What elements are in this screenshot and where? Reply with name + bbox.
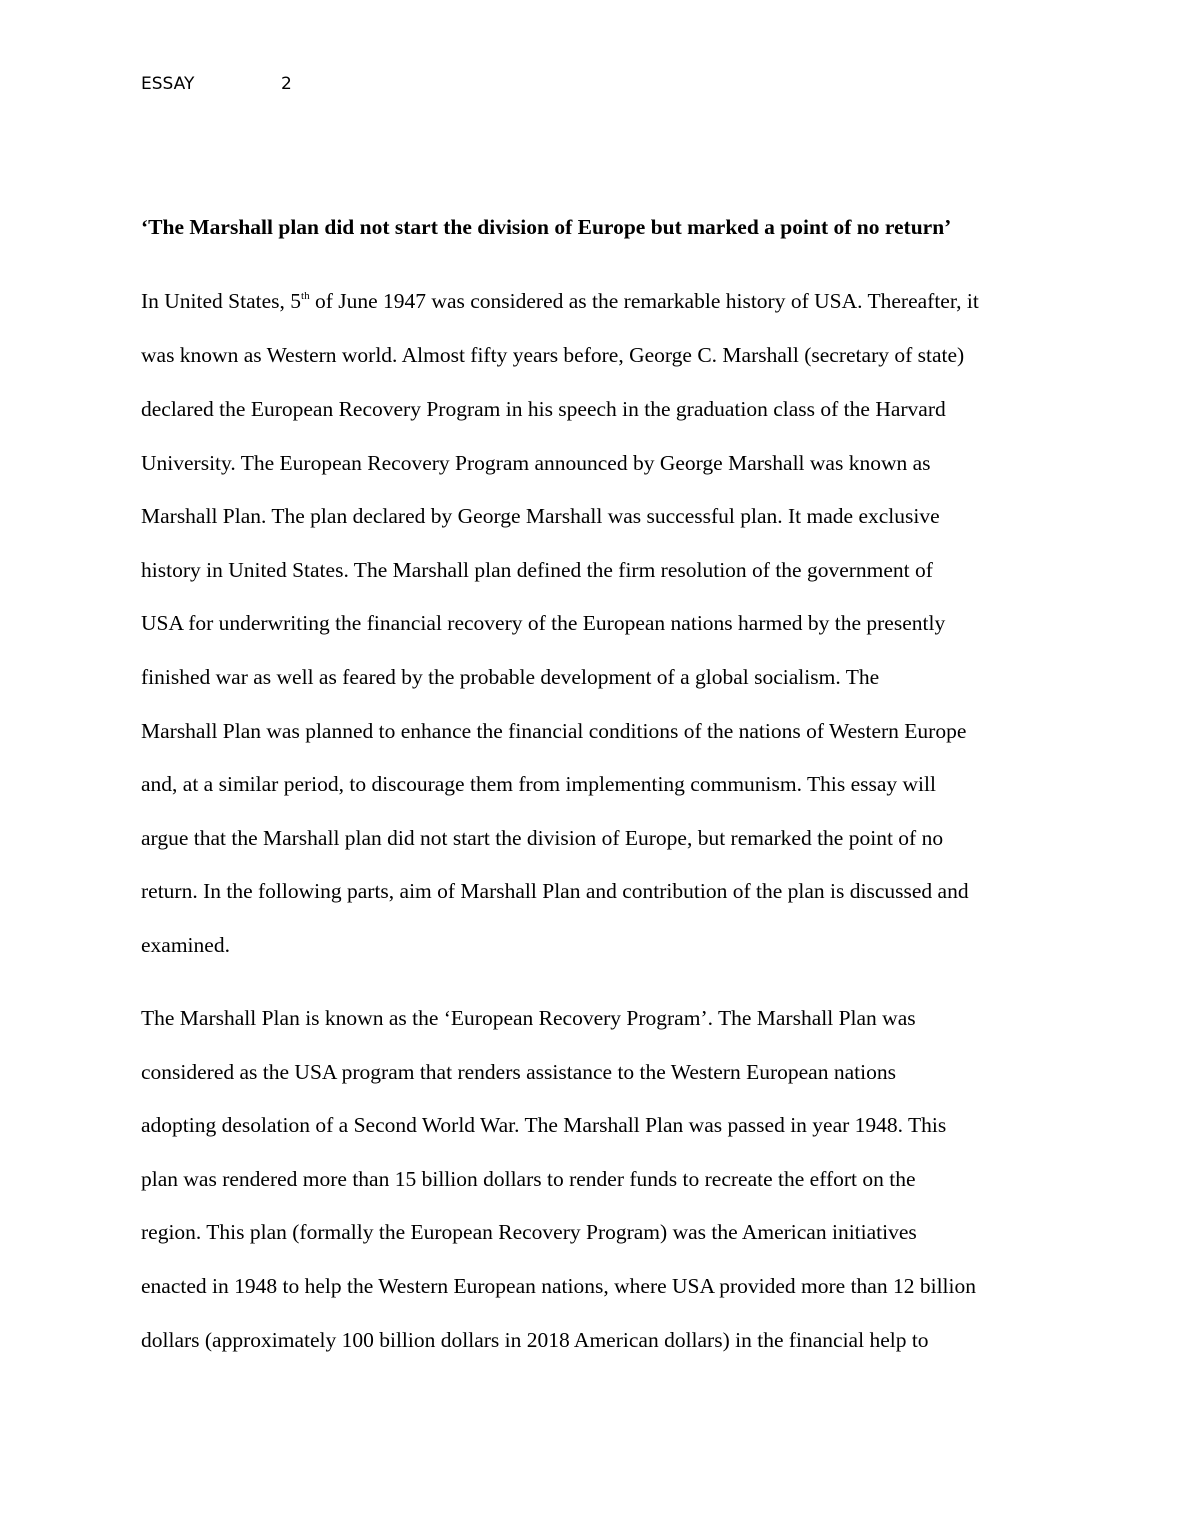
paragraph-2-line-4: plan was rendered more than 15 billion dollars to render funds to recreate the effort on the xyxy=(141,1167,916,1191)
running-head: ESSAY xyxy=(141,74,195,94)
line-text: of June 1947 was considered as the remarkable history of USA. Thereafter, it xyxy=(309,289,979,313)
paragraph-1-line-3: declared the European Recovery Program in his speech in the graduation class of the Harvard xyxy=(141,397,946,421)
essay-body xyxy=(141,0,1071,1540)
paragraph-1-line-1 xyxy=(141,286,979,316)
paragraph-1-line-13: examined. xyxy=(141,933,230,957)
page-number: 2 xyxy=(281,74,292,94)
paragraph-2-line-6: enacted in 1948 to help the Western European nations, where USA provided more than 12 billion xyxy=(141,1274,976,1298)
paragraph-1-line-2: was known as Western world. Almost fifty years before, George C. Marshall (secretary of state) xyxy=(141,343,965,367)
paragraph-1-line-4: University. The European Recovery Program announced by George Marshall was known as xyxy=(141,451,931,475)
paragraph-2-line-5: region. This plan (formally the European Recovery Program) was the American initiatives xyxy=(141,1220,917,1244)
paragraph-2-line-3: adopting desolation of a Second World War. The Marshall Plan was passed in year 1948. This xyxy=(141,1113,947,1137)
paragraph-1-line-10: and, at a similar period, to discourage them from implementing communism. This essay will xyxy=(141,772,936,796)
ordinal-suffix: th xyxy=(301,290,310,302)
paragraph-1-line-5: Marshall Plan. The plan declared by George Marshall was successful plan. It made exclusive xyxy=(141,504,940,528)
paragraph-1-line-9: Marshall Plan was planned to enhance the financial conditions of the nations of Western Europe xyxy=(141,719,967,743)
paragraph-2-line-1: The Marshall Plan is known as the ‘European Recovery Program’. The Marshall Plan was xyxy=(141,1006,916,1030)
paragraph-1-line-11: argue that the Marshall plan did not start the division of Europe, but remarked the point of no xyxy=(141,826,944,850)
paragraph-1-line-12: return. In the following parts, aim of Marshall Plan and contribution of the plan is discussed and xyxy=(141,879,969,903)
paragraph-1-line-7: USA for underwriting the financial recovery of the European nations harmed by the presently xyxy=(141,611,946,635)
paragraph-1-line-6: history in United States. The Marshall plan defined the firm resolution of the government of xyxy=(141,558,933,582)
line-text: In United States, 5 xyxy=(141,289,302,313)
paragraph-2-line-7: dollars (approximately 100 billion dollars in 2018 American dollars) in the financial help to xyxy=(141,1328,929,1352)
essay-title: ‘The Marshall plan did not start the division of Europe but marked a point of no return’ xyxy=(141,215,952,239)
paragraph-2-line-2: considered as the USA program that renders assistance to the Western European nations xyxy=(141,1060,896,1084)
paragraph-1-line-8: finished war as well as feared by the probable development of a global socialism. The xyxy=(141,665,880,689)
